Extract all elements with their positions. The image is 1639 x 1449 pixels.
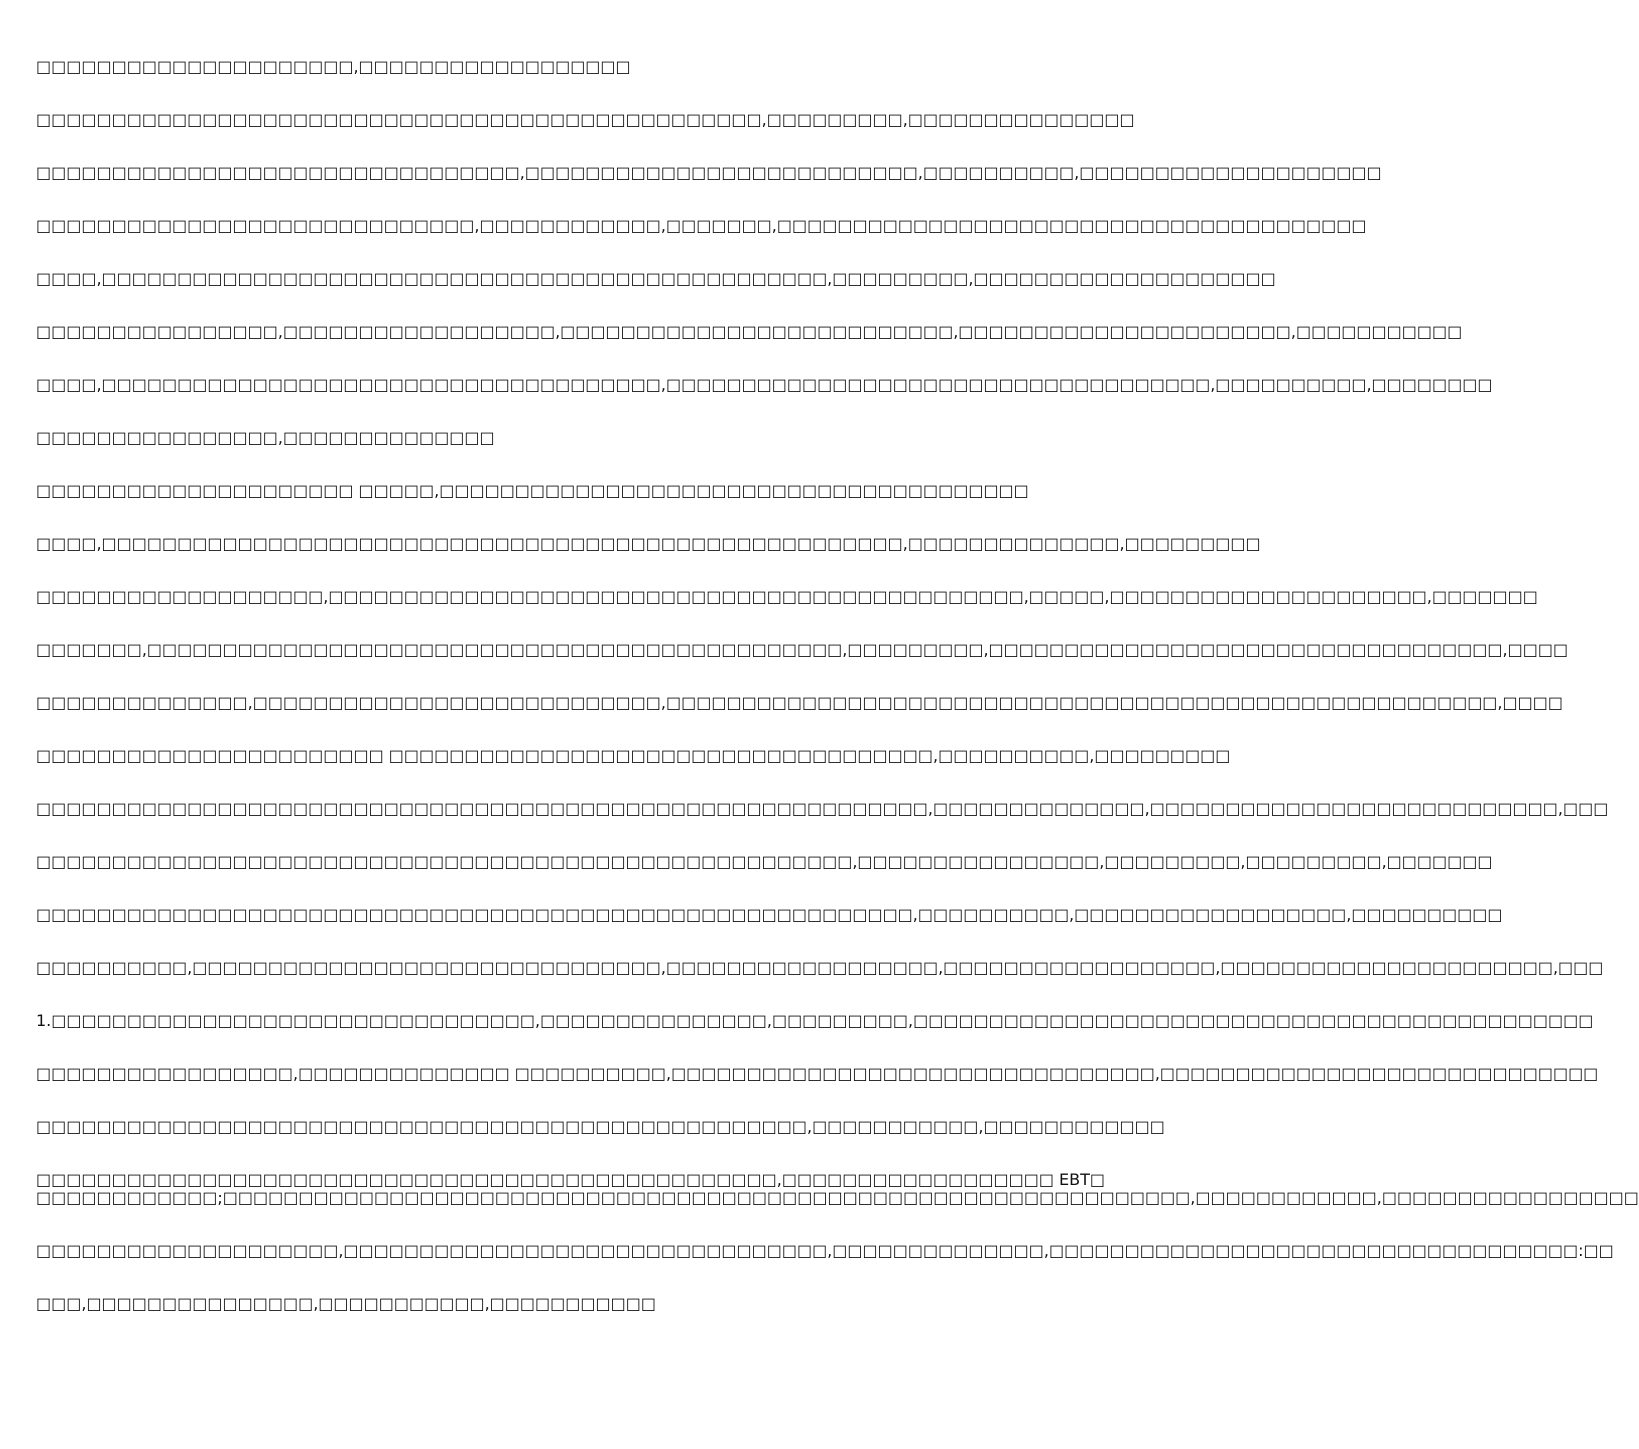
text-line: □□□□□□□□□□□□□□,□□□□□□□□□□□□□□□□□□□□□□□□□□□,□□□□□□□□□□□□□□□□□□□□□□□□□□□□□□□□□□□□□□□□□□□□□□□□□□□□□□□,□□□□ <box>36 693 1563 712</box>
text-line: □□□□□□□□□□□□□□□□□□□□□□□□□□□□□□□□□□□□□□□□□□□□□□□□,□□□□□□□□□,□□□□□□□□□□□□□□□ <box>36 110 1135 129</box>
text-line: □□□□□□□□□□□□;□□□□□□□□□□□□□□□□□□□□□□□□□□□□□□□□□□□□□□□□□□□□□□□□□□□□□□□□□□□□□□□□,□□□□□□□□□□□□,□□□□□□□□□□□□□□□□□ <box>36 1188 1639 1207</box>
text-line: 1.□□□□□□□□□□□□□□□□□□□□□□□□□□□□□□□□,□□□□□□□□□□□□□□□,□□□□□□□□□,□□□□□□□□□□□□□□□□□□□□□□□□□□□□□□□□□□□□□□□□□□□□□ <box>36 1011 1594 1030</box>
text-line: □□□□□□□□□□□□□□□□□□□,□□□□□□□□□□□□□□□□□□□□□□□□□□□□□□□□□□□□□□□□□□□□□□,□□□□□,□□□□□□□□□□□□□□□□□□□□□,□□□□□□□ <box>36 587 1538 606</box>
text-line: □□□□□□□□□□□□□□□□□□□□□,□□□□□□□□□□□□□□□□□□ <box>36 57 631 76</box>
text-line: □□□□□□□□□□□□□□□□□□□□□□□□□□□□□,□□□□□□□□□□□□,□□□□□□□,□□□□□□□□□□□□□□□□□□□□□□□□□□□□□□□□□□□□□□□ <box>36 216 1367 235</box>
document-body <box>36 57 1639 1398</box>
text-line: □□□□□□□□□□□□□□□□□,□□□□□□□□□□□□□□ □□□□□□□□□□,□□□□□□□□□□□□□□□□□□□□□□□□□□□□□□□□,□□□□□□□□□□□□□□□□□□□□□□□□□□□□□ <box>36 1064 1599 1083</box>
text-line: □□□□,□□□□□□□□□□□□□□□□□□□□□□□□□□□□□□□□□□□□□,□□□□□□□□□□□□□□□□□□□□□□□□□□□□□□□□□□□□,□□□□□□□□□□,□□□□□□□□ <box>36 375 1493 394</box>
text-line: □□□□□□□□□□□□□□□□□□□□□□□□□□□□□□□□□□□□□□□□□□□□□□□□□,□□□□□□□□□□□□□□□□□□ EBT□ <box>36 1170 1105 1189</box>
text-line: □□□□□□□□□□,□□□□□□□□□□□□□□□□□□□□□□□□□□□□□□□,□□□□□□□□□□□□□□□□□□,□□□□□□□□□□□□□□□□□□,□□□□□□□□□□□□□□□□□□□□□□,□□□ <box>36 958 1604 977</box>
text-line: □□□□□□□□□□□□□□□□□□□□□□□□□□□□□□□□□□□□□□□□□□□□□□□□□□□□□□,□□□□□□□□□□□□□□□□,□□□□□□□□□,□□□□□□□□□,□□□□□□□ <box>36 852 1493 871</box>
text-line: □□□□□□□□□□□□□□□□□□□□,□□□□□□□□□□□□□□□□□□□□□□□□□□□□□□□□,□□□□□□□□□□□□□□,□□□□□□□□□□□□□□□□□□□□□□□□□□□□□□□□□□□:□□ <box>36 1241 1614 1260</box>
text-line: □□□□,□□□□□□□□□□□□□□□□□□□□□□□□□□□□□□□□□□□□□□□□□□□□□□□□,□□□□□□□□□,□□□□□□□□□□□□□□□□□□□□ <box>36 269 1276 288</box>
text-line: □□□,□□□□□□□□□□□□□□□,□□□□□□□□□□□,□□□□□□□□□□□ <box>36 1294 656 1313</box>
text-line: □□□□□□□□□□□□□□□□□□□□□□□□□□□□□□□□□□□□□□□□□□□□□□□□□□□,□□□□□□□□□□□,□□□□□□□□□□□□ <box>36 1117 1165 1136</box>
text-line: □□□□□□□□□□□□□□□□□□□□□□□ □□□□□□□□□□□□□□□□□□□□□□□□□□□□□□□□□□□□,□□□□□□□□□□,□□□□□□□□□ <box>36 746 1231 765</box>
text-line: □□□□□□□□□□□□□□□□,□□□□□□□□□□□□□□ <box>36 428 495 447</box>
text-line: □□□□□□□,□□□□□□□□□□□□□□□□□□□□□□□□□□□□□□□□□□□□□□□□□□□□□□,□□□□□□□□□,□□□□□□□□□□□□□□□□□□□□□□□□□□□□□□□□□□,□□□□ <box>36 640 1569 659</box>
text-line: □□□□,□□□□□□□□□□□□□□□□□□□□□□□□□□□□□□□□□□□□□□□□□□□□□□□□□□□□□,□□□□□□□□□□□□□□,□□□□□□□□□ <box>36 534 1261 553</box>
text-line: □□□□□□□□□□□□□□□□□□□□□ □□□□□,□□□□□□□□□□□□□□□□□□□□□□□□□□□□□□□□□□□□□□□ <box>36 481 1029 500</box>
text-line: □□□□□□□□□□□□□□□□□□□□□□□□□□□□□□□□□□□□□□□□□□□□□□□□□□□□□□□□□□□,□□□□□□□□□□□□□□,□□□□□□□□□□□□□□□□□□□□□□□□□□□,□□□ <box>36 799 1609 818</box>
text-line: □□□□□□□□□□□□□□□□,□□□□□□□□□□□□□□□□□□,□□□□□□□□□□□□□□□□□□□□□□□□□□,□□□□□□□□□□□□□□□□□□□□□□,□□□□□□□□□□□ <box>36 322 1463 341</box>
text-line: □□□□□□□□□□□□□□□□□□□□□□□□□□□□□□□□□□□□□□□□□□□□□□□□□□□□□□□□□□,□□□□□□□□□□,□□□□□□□□□□□□□□□□□□,□□□□□□□□□□ <box>36 905 1503 924</box>
text-line: □□□□□□□□□□□□□□□□□□□□□□□□□□□□□□□□,□□□□□□□□□□□□□□□□□□□□□□□□□□,□□□□□□□□□□,□□□□□□□□□□□□□□□□□□□□ <box>36 163 1382 182</box>
